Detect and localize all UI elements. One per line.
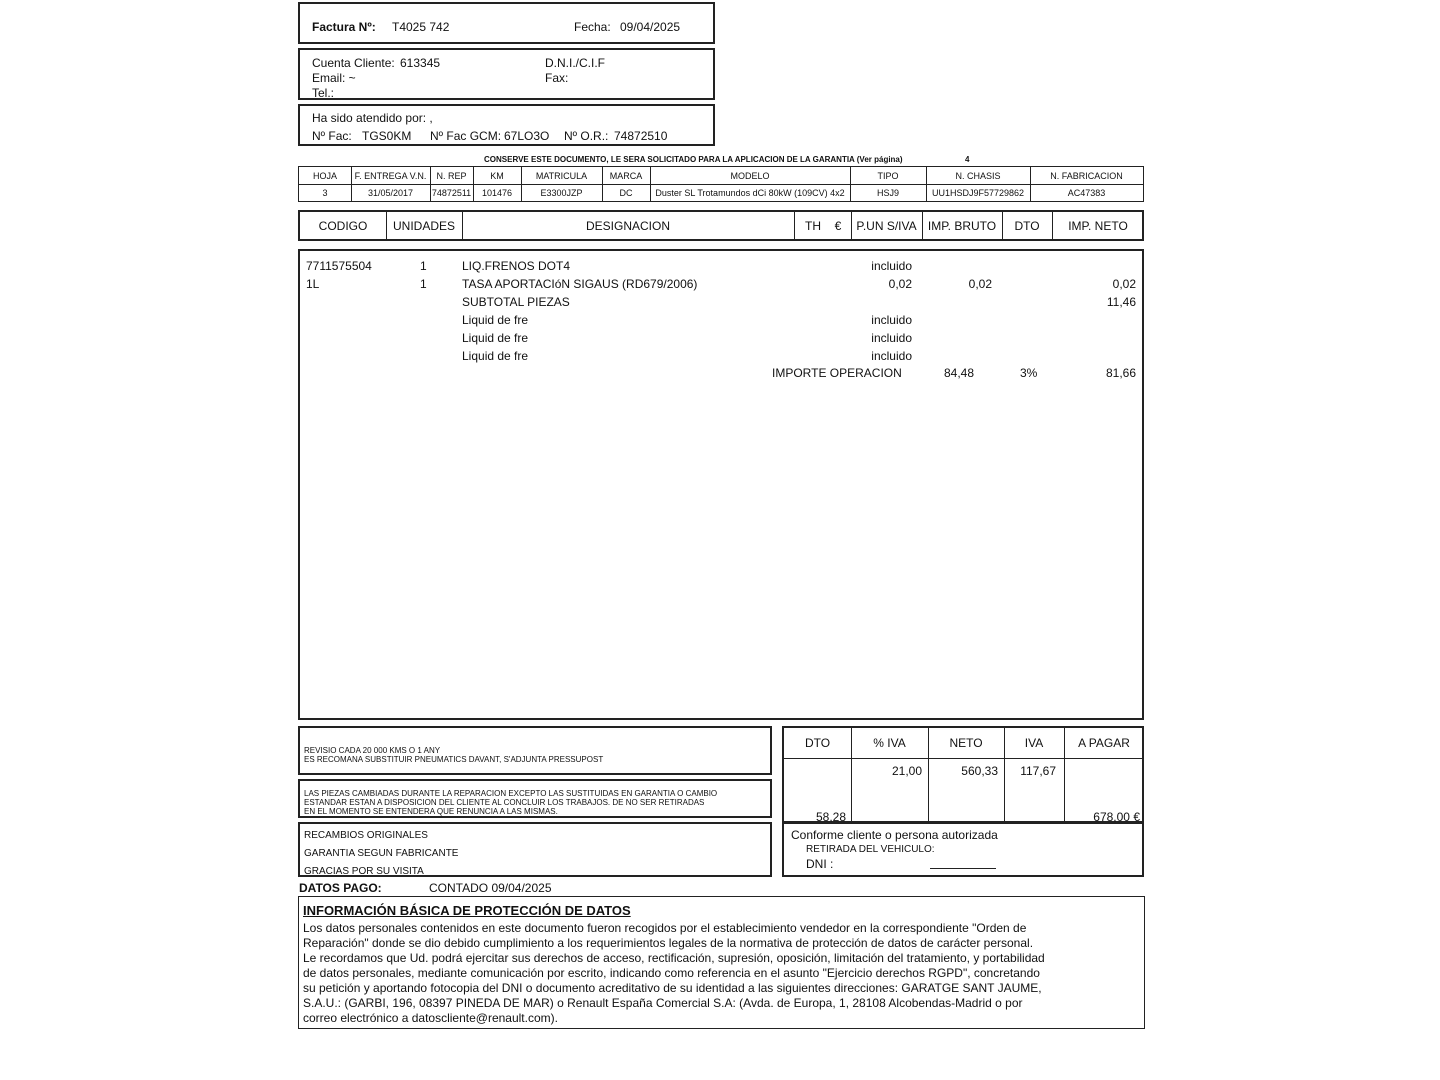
vehicle-header-nrep: N. REP	[436, 171, 467, 181]
privacy-line-7: correo electrónico a datoscliente@renault.com).	[303, 1011, 558, 1025]
garantia-text: GARANTIA SEGUN FABRICANTE	[304, 848, 459, 859]
col-header-neto: IMP. NETO	[1068, 218, 1128, 233]
totals-neto: 560,33	[961, 764, 998, 778]
warranty-page: 4	[965, 155, 970, 164]
parts-line-2: ESTANDAR ESTAN A DISPOSICION DEL CLIENTE AL CONCLUIR LOS TRABAJOS. DE NO SER RETIRADAS	[304, 798, 705, 807]
totals-box	[782, 726, 1144, 823]
revision-note-box	[298, 726, 772, 775]
item-code: 1L	[306, 277, 320, 291]
item-desc: LIQ.FRENOS DOT4	[462, 259, 571, 273]
invoice-header-box	[298, 2, 715, 44]
attended-label: Ha sido atendido por: ,	[312, 111, 433, 125]
attended-box	[298, 104, 715, 146]
parts-note-box	[298, 779, 772, 818]
gracias-text: GRACIAS POR SU VISITA	[304, 866, 424, 877]
operation-dto: 3%	[1020, 366, 1038, 380]
client-account: 613345	[400, 56, 441, 70]
vehicle-value-tipo: HSJ9	[876, 188, 899, 198]
invoice-number-label: Factura Nº:	[312, 20, 376, 34]
vehicle-value-chasis: UU1HSDJ9F57729862	[931, 188, 1025, 198]
vehicle-header-matricula: MATRICULA	[535, 171, 588, 181]
parts-line-1: LAS PIEZAS CAMBIADAS DURANTE LA REPARACION EXCEPTO LAS SUSTITUIDAS EN GARANTIA O CAMBIO	[304, 789, 718, 798]
item-units: 1	[420, 259, 427, 273]
items-header	[298, 210, 1144, 241]
col-header-bruto: IMP. BRUTO	[927, 218, 997, 233]
client-box	[298, 48, 715, 100]
gcm-label: Nº Fac GCM:	[430, 129, 502, 143]
item-pun: 0,02	[888, 277, 912, 291]
col-header-currency: €	[834, 218, 842, 233]
signature-retirada: RETIRADA DEL VEHICULO:	[806, 844, 935, 855]
vehicle-table	[298, 166, 1144, 202]
gcm-value: 67LO3O	[504, 129, 550, 143]
item-desc: Liquid de fre	[462, 313, 529, 327]
item-desc: SUBTOTAL PIEZAS	[462, 295, 570, 309]
vehicle-value-modelo: Duster SL Trotamundos dCi 80kW (109CV) 4x2	[655, 188, 845, 198]
warranty-notice: CONSERVE ESTE DOCUMENTO, LE SERA SOLICITADO PARA LA APLICACION DE LA GARANTIA (Ver página)	[484, 155, 903, 164]
signature-line	[930, 868, 996, 869]
vehicle-value-nrep: 74872511	[431, 188, 472, 198]
payment-value: CONTADO 09/04/2025	[429, 881, 552, 895]
parts-line-3: EN EL MOMENTO SE ENTENDERA QUE RENUNCIA A LAS MISMAS.	[304, 807, 558, 816]
signature-conforme: Conforme cliente o persona autorizada	[791, 828, 998, 842]
totals-header-neto: NETO	[949, 736, 983, 750]
revision-line-2: ES RECOMANA SUBSTITUIR PNEUMATICS DAVANT, S'ADJUNTA PRESSUPOST	[304, 755, 604, 764]
or-value: 74872510	[614, 129, 668, 143]
totals-dto: 58,28	[815, 810, 846, 824]
recambios-text: RECAMBIOS ORIGINALES	[304, 830, 428, 841]
vehicle-header-modelo: MODELO	[730, 171, 770, 181]
signature-dni: DNI :	[806, 857, 834, 871]
client-dni-label: D.N.I./C.I.F	[545, 56, 605, 70]
privacy-line-6: S.A.U.: (GARBI, 196, 08397 PINEDA DE MAR) o Renault España Comercial S.A: (Avda. de Europa, 1, 28108 Alcobendas-Madrid o por	[303, 996, 1023, 1010]
recambios-box	[298, 822, 772, 877]
totals-header-pagar: A PAGAR	[1078, 736, 1130, 750]
or-label: Nº O.R.:	[564, 129, 609, 143]
operation-label: IMPORTE OPERACION	[772, 366, 902, 380]
invoice-number: T4025 742	[392, 20, 450, 34]
vehicle-value-entrega: 31/05/2017	[367, 188, 414, 198]
invoice-date: 09/04/2025	[620, 20, 681, 34]
vehicle-header-entrega: F. ENTREGA V.N.	[354, 171, 427, 181]
totals-pagar: 678,00 €	[1093, 810, 1140, 824]
client-account-label: Cuenta Cliente:	[312, 56, 395, 70]
vehicle-header-chasis: N. CHASIS	[955, 171, 1001, 181]
item-pun: incluido	[871, 259, 912, 273]
items-body	[298, 249, 1144, 720]
privacy-line-3: Le recordamos que Ud. podrá ejercitar sus derechos de acceso, rectificación, supresión, oposición, limitación del tratamiento, y portabilidad	[303, 951, 1045, 965]
privacy-line-1: Los datos personales contenidos en este documento fueron recogidos por el establecimiento vendedor en la correspondiente "Orden de	[303, 921, 1027, 935]
item-desc: TASA APORTACIóN SIGAUS (RD679/2006)	[462, 277, 698, 291]
operation-neto: 81,66	[1105, 366, 1136, 380]
vehicle-header-tipo: TIPO	[877, 171, 899, 181]
item-bruto: 0,02	[968, 277, 992, 291]
operation-bruto: 84,48	[943, 366, 974, 380]
item-code: 7711575504	[306, 259, 372, 273]
vehicle-header-fabricacion: N. FABRICACION	[1050, 171, 1123, 181]
invoice-date-label: Fecha:	[574, 20, 611, 34]
item-neto: 11,46	[1106, 295, 1136, 309]
col-header-dto: DTO	[1014, 218, 1040, 233]
vehicle-value-matricula: E3300JZP	[540, 188, 583, 198]
vehicle-header-km: KM	[490, 171, 504, 181]
client-tel-label: Tel.:	[312, 86, 335, 100]
totals-header-dto: DTO	[804, 736, 831, 750]
privacy-line-5: su petición y aportando fotocopia del DNI o documento acreditativo de su identidad a las siguientes direcciones: GARATGE SANT JAUME,	[303, 981, 1042, 995]
privacy-line-2: Reparación" donde se dio debido cumplimiento a los requerimientos legales de la normativa de protección de datos de carácter personal.	[303, 936, 1034, 950]
nfac-label: Nº Fac:	[312, 129, 352, 143]
vehicle-value-marca: DC	[619, 188, 633, 198]
col-header-codigo: CODIGO	[318, 218, 368, 233]
revision-line-1: REVISIO CADA 20 000 KMS O 1 ANY	[304, 746, 441, 755]
vehicle-value-km: 101476	[481, 188, 513, 198]
tel-underline	[476, 99, 592, 100]
item-pun: incluido	[871, 331, 912, 345]
col-header-pun: P.UN S/IVA	[856, 218, 917, 233]
col-header-unidades: UNIDADES	[392, 218, 455, 233]
privacy-line-4: de datos personales, mediante comunicación por escrito, indicando como referencia en el asunto "Ejercicio derechos RGPD", concretando	[303, 966, 1040, 980]
item-units: 1	[420, 277, 427, 291]
vehicle-header-marca: MARCA	[609, 171, 643, 181]
client-email-label: Email: ~	[312, 71, 356, 85]
item-desc: Liquid de fre	[462, 331, 529, 345]
item-pun: incluido	[871, 313, 912, 327]
nfac-value: TGS0KM	[362, 129, 412, 143]
totals-header-iva-pct: % IVA	[873, 736, 906, 750]
col-header-th: TH	[805, 218, 821, 233]
item-neto: 0,02	[1112, 277, 1136, 291]
item-desc: Liquid de fre	[462, 349, 529, 363]
signature-box	[782, 822, 1144, 877]
vehicle-value-hoja: 3	[322, 188, 328, 198]
vehicle-header-hoja: HOJA	[312, 171, 337, 181]
vehicle-value-fabricacion: AC47383	[1067, 188, 1106, 198]
client-fax-label: Fax:	[545, 71, 569, 85]
payment-label: DATOS PAGO:	[299, 881, 382, 895]
item-pun: incluido	[871, 349, 912, 363]
col-header-designacion: DESIGNACION	[585, 218, 670, 233]
totals-iva-pct: 21,00	[891, 764, 922, 778]
totals-header-iva: IVA	[1024, 736, 1044, 750]
privacy-title: INFORMACIÓN BÁSICA DE PROTECCIÓN DE DATOS	[303, 903, 631, 918]
totals-iva: 117,67	[1020, 764, 1056, 778]
privacy-box	[298, 896, 1145, 1029]
